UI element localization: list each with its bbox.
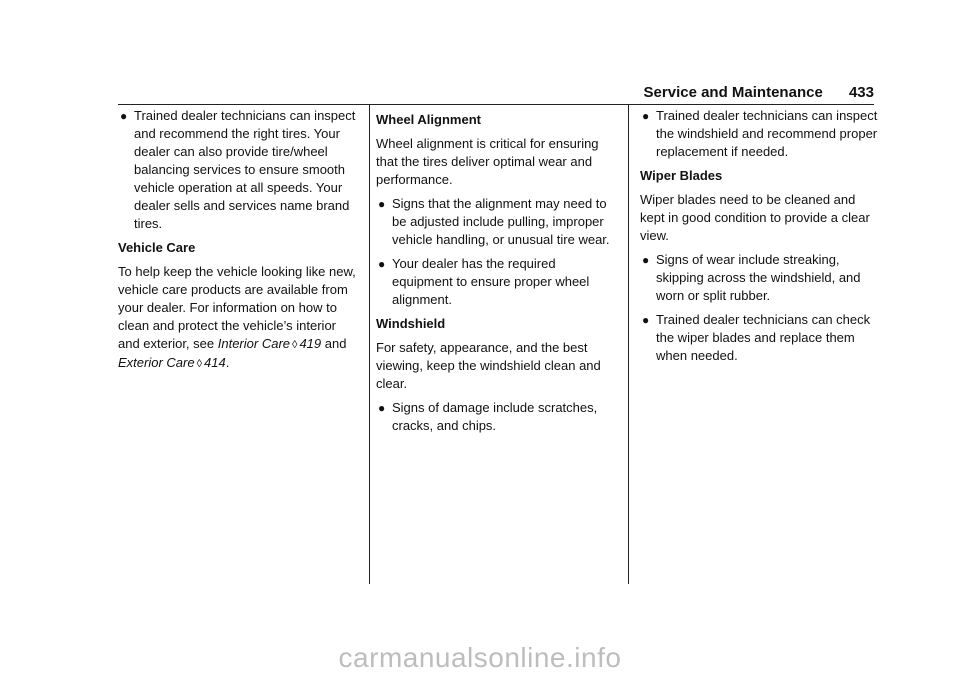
page-ref-arrow-icon: ◊ [292,339,298,351]
section-heading-windshield: Windshield [376,316,446,331]
page-ref-414[interactable]: 414 [204,355,226,370]
page-ref-arrow-icon: ◊ [196,358,203,370]
list-item [640,251,880,305]
list-item-text: Your dealer has the required equipment to ensure proper wheel alignment. [392,256,590,307]
conjunction-text: and [324,336,347,351]
bullet-dot-icon: ● [642,313,650,327]
header-rule [118,104,874,105]
bullet-dot-icon: ● [120,109,128,123]
column-3 [640,107,880,371]
bullet-dot-icon: ● [378,401,386,415]
section-heading-vehicle-care: Vehicle Care [118,240,196,255]
list-item [376,255,616,309]
link-interior-care[interactable]: Interior Care [217,336,290,351]
section-heading-wiper-blades: Wiper Blades [640,168,723,183]
bullet-dot-icon: ● [642,109,650,123]
column-2 [376,107,616,441]
list-item-text: Trained dealer technicians can inspect the windshield and recommend proper replacement if needed. [656,108,878,159]
list-item-text: Signs of damage include scratches, cracks, and chips. [392,400,598,433]
paragraph: Wiper blades need to be cleaned and kept in good condition to provide a clear view. [640,192,870,243]
paragraph [118,263,358,373]
bullet-dot-icon: ● [642,253,650,267]
bullet-dot-icon: ● [378,197,386,211]
list-item [640,311,880,365]
link-exterior-care[interactable]: Exterior Care [118,355,195,370]
watermark: carmanualsonline.info [338,642,622,673]
page-ref-419[interactable]: 419 [299,336,322,351]
list-item-text: Signs of wear include streaking, skipping across the windshield, and worn or split rubber. [656,252,861,303]
bullet-dot-icon: ● [378,257,386,271]
list-item-text: Trained dealer technicians can check the wiper blades and replace them when needed. [656,312,871,363]
section-heading-wheel-alignment: Wheel Alignment [376,112,481,127]
paragraph: Wheel alignment is critical for ensuring that the tires deliver optimal wear and performance. [376,136,599,187]
paragraph-text: To help keep the vehicle looking like new, vehicle care products are available from your dealer. For information on how to clean and protect the vehicle’s interior and exterior, see [118,264,356,351]
paragraph: For safety, appearance, and the best viewing, keep the windshield clean and clear. [376,340,601,391]
list-item [118,107,358,233]
column-divider-2 [628,104,629,584]
list-item [376,195,616,249]
list-item-text: Signs that the alignment may need to be adjusted include pulling, improper vehicle handling, or unusual tire wear. [392,196,610,247]
section-title: Service and Maintenance [643,84,823,101]
list-item [640,107,880,161]
page-header [644,84,874,101]
list-item-text: Trained dealer technicians can inspect and recommend the right tires. Your dealer can also provide tire/wheel balancing services to ensure smooth vehicle operation at all speeds. Your dealer sells and services name brand tires. [134,108,356,231]
column-divider-1 [369,104,370,584]
column-1 [118,107,358,379]
period: . [225,355,230,370]
list-item [376,399,616,435]
page-number: 433 [848,84,874,101]
